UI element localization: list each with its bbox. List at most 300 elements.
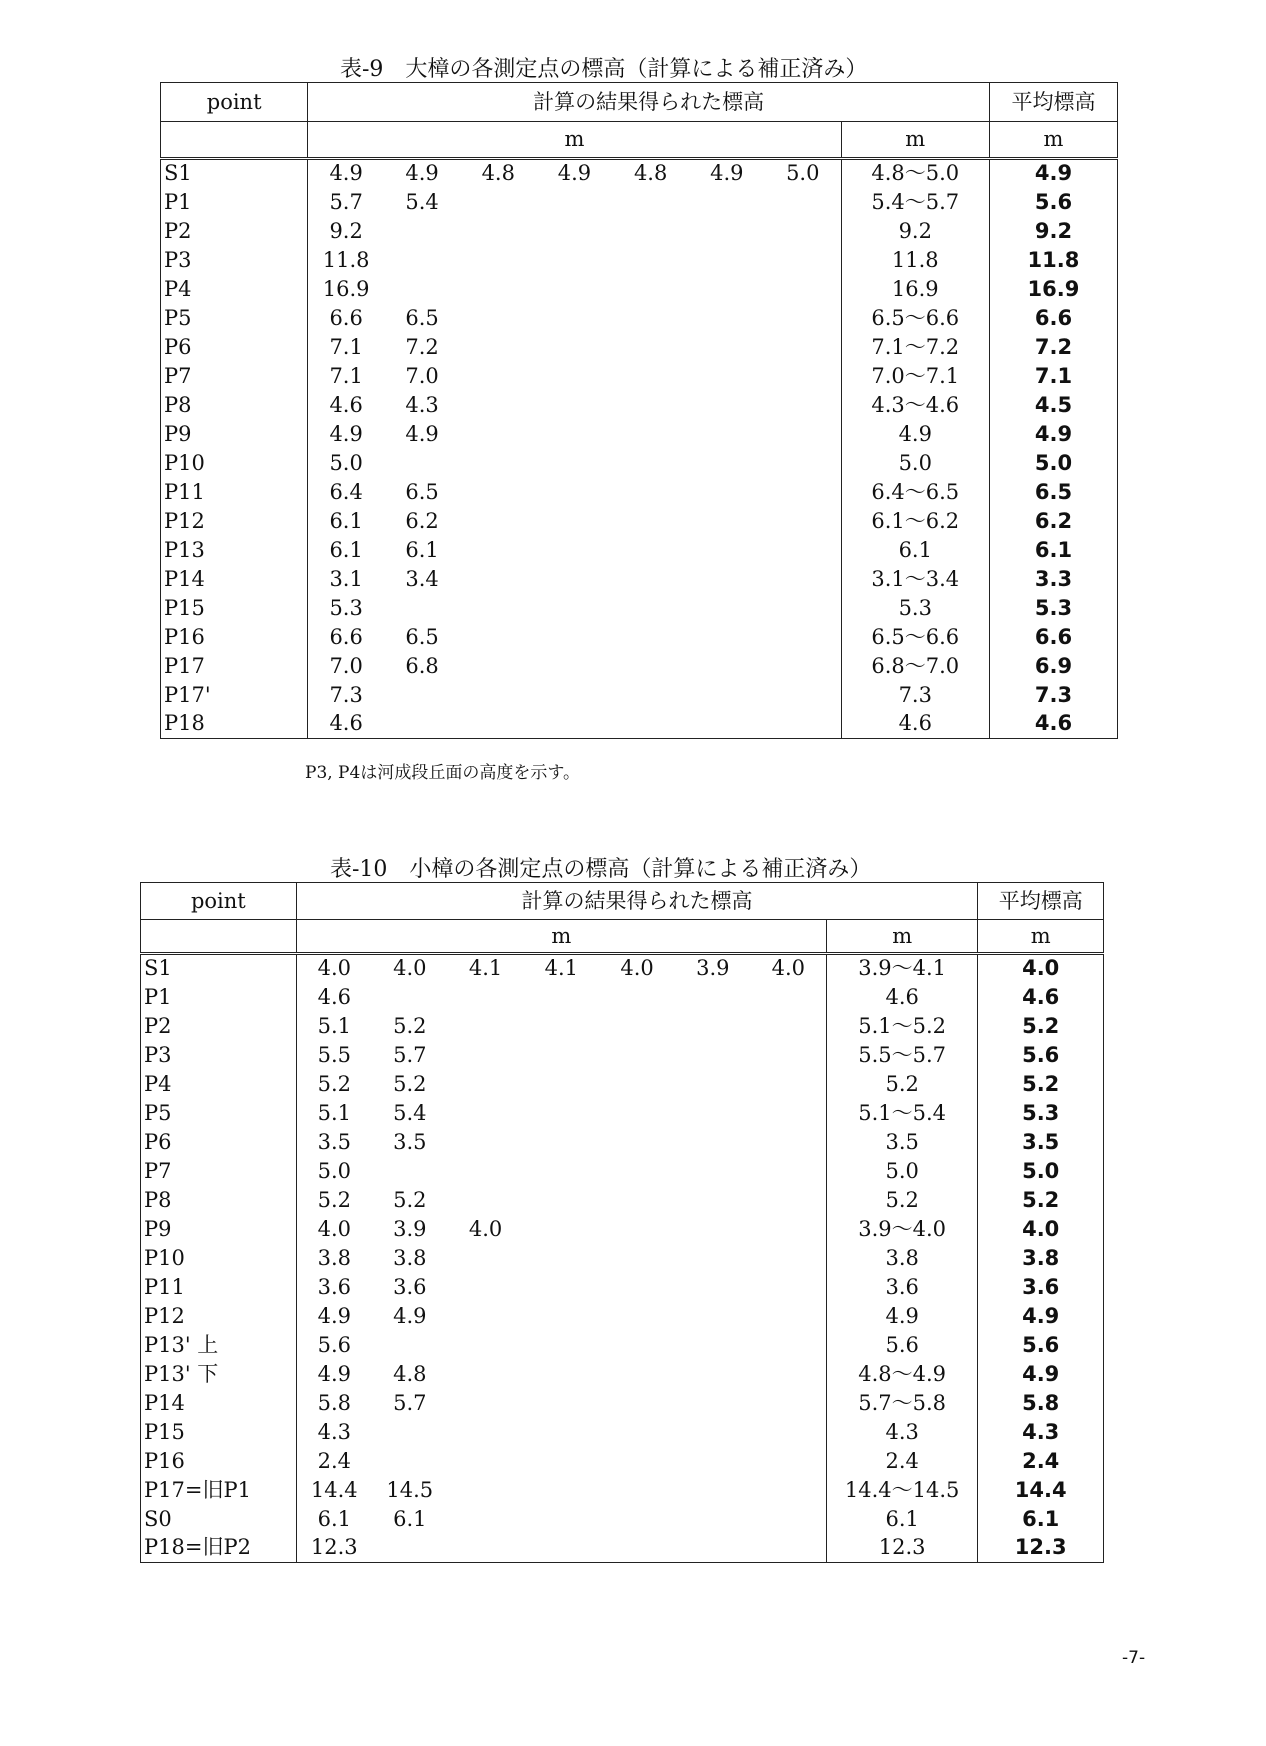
average-elevation: 7.2 <box>989 333 1117 362</box>
measured-value <box>751 1070 827 1099</box>
value-range: 7.0～7.1 <box>841 362 989 391</box>
measured-value <box>536 652 612 681</box>
average-elevation: 4.5 <box>989 391 1117 420</box>
measured-value: 5.2 <box>393 1013 427 1038</box>
measured-value <box>751 1244 827 1273</box>
measured-value <box>751 1273 827 1302</box>
measured-value <box>460 536 536 565</box>
measured-value: 6.5 <box>405 624 439 649</box>
point-name: P4 <box>161 275 308 304</box>
table-row <box>141 1476 1104 1505</box>
measured-value <box>765 623 841 652</box>
value-range: 4.8～5.0 <box>841 159 989 188</box>
measured-value: 4.9 <box>689 159 765 188</box>
measured-value <box>599 1128 675 1157</box>
table-row <box>161 420 1118 449</box>
unit-range: m <box>841 122 989 159</box>
measured-value <box>613 594 689 623</box>
average-elevation: 2.4 <box>978 1447 1104 1476</box>
measured-value: 6.1 <box>308 507 384 536</box>
measured-value: 3.9 <box>393 1216 427 1241</box>
table-row <box>161 681 1118 710</box>
measured-value <box>689 536 765 565</box>
measured-value: 4.0 <box>372 954 448 983</box>
table10-caption: 表-10 小樟の各測定点の標高（計算による補正済み） <box>330 857 872 882</box>
measured-value <box>599 1041 675 1070</box>
point-name: P6 <box>161 333 308 362</box>
measured-value: 6.4 <box>308 478 384 507</box>
measured-value <box>384 681 460 710</box>
value-range: 6.8～7.0 <box>841 652 989 681</box>
measured-value: 5.0 <box>765 159 841 188</box>
point-name: S0 <box>141 1505 297 1534</box>
value-range: 5.6 <box>826 1331 978 1360</box>
measured-value: 3.5 <box>393 1129 427 1154</box>
value-range: 6.1 <box>826 1505 978 1534</box>
measured-value: 5.0 <box>308 449 384 478</box>
point-name: P10 <box>141 1244 297 1273</box>
measured-value <box>536 362 612 391</box>
measured-value <box>523 1505 599 1534</box>
table-row <box>161 362 1118 391</box>
average-elevation: 5.6 <box>989 188 1117 217</box>
average-elevation: 3.5 <box>978 1128 1104 1157</box>
measured-value <box>536 710 612 739</box>
point-name: P10 <box>161 449 308 478</box>
measured-value <box>536 275 612 304</box>
point-name: P16 <box>141 1447 297 1476</box>
table-row <box>161 710 1118 739</box>
value-range: 6.5～6.6 <box>841 304 989 333</box>
point-name: P13 <box>161 536 308 565</box>
average-elevation: 6.6 <box>989 623 1117 652</box>
measured-value <box>523 1302 599 1331</box>
point-name: S1 <box>161 159 308 188</box>
measured-value <box>448 1244 524 1273</box>
measured-value <box>751 1186 827 1215</box>
measured-value: 5.0 <box>296 1157 372 1186</box>
measured-value <box>536 623 612 652</box>
measured-value <box>372 1157 448 1186</box>
measured-value <box>675 1389 751 1418</box>
measured-value <box>536 420 612 449</box>
measured-value <box>765 188 841 217</box>
measured-value <box>675 1302 751 1331</box>
measured-value: 4.9 <box>536 159 612 188</box>
measured-value <box>675 1418 751 1447</box>
measured-value <box>460 449 536 478</box>
measured-value <box>448 1128 524 1157</box>
average-elevation: 11.8 <box>989 246 1117 275</box>
measured-value: 4.0 <box>296 954 372 983</box>
value-range: 6.1 <box>841 536 989 565</box>
average-elevation: 5.3 <box>978 1099 1104 1128</box>
measured-value: 6.2 <box>405 508 439 533</box>
table-row <box>141 1186 1104 1215</box>
measured-value <box>599 1505 675 1534</box>
measured-value <box>613 188 689 217</box>
header-average-elevation: 平均標高 <box>978 883 1104 920</box>
measured-value: 6.1 <box>308 536 384 565</box>
unit-average: m <box>978 920 1104 954</box>
measured-value: 3.1 <box>308 565 384 594</box>
measured-value <box>675 1186 751 1215</box>
average-elevation: 9.2 <box>989 217 1117 246</box>
table-row <box>161 217 1118 246</box>
measured-value: 4.0 <box>599 954 675 983</box>
average-elevation: 5.2 <box>978 1070 1104 1099</box>
point-name: P5 <box>161 304 308 333</box>
average-elevation: 14.4 <box>978 1476 1104 1505</box>
measured-value <box>689 304 765 333</box>
measured-value <box>689 188 765 217</box>
measured-value: 5.6 <box>296 1331 372 1360</box>
value-range: 7.1～7.2 <box>841 333 989 362</box>
measured-value <box>536 391 612 420</box>
measured-value <box>751 1534 827 1563</box>
measured-value <box>675 1099 751 1128</box>
average-elevation: 4.0 <box>978 954 1104 983</box>
measured-value <box>613 362 689 391</box>
measured-value <box>523 1128 599 1157</box>
measured-value <box>372 983 448 1012</box>
measured-value <box>751 1302 827 1331</box>
point-name: P12 <box>141 1302 297 1331</box>
value-range: 14.4～14.5 <box>826 1476 978 1505</box>
measured-value: 3.4 <box>405 566 439 591</box>
average-elevation: 6.1 <box>989 536 1117 565</box>
average-elevation: 6.1 <box>978 1505 1104 1534</box>
measured-value <box>536 246 612 275</box>
measured-value: 14.5 <box>386 1477 434 1502</box>
measured-value: 4.9 <box>393 1303 427 1328</box>
measured-value: 4.9 <box>405 421 439 446</box>
measured-value <box>689 652 765 681</box>
average-elevation: 5.6 <box>978 1041 1104 1070</box>
measured-value: 4.6 <box>308 710 384 739</box>
table9-caption: 表-9 大樟の各測定点の標高（計算による補正済み） <box>340 57 868 82</box>
value-range: 5.0 <box>826 1157 978 1186</box>
table-row <box>141 1244 1104 1273</box>
measured-value: 5.2 <box>296 1186 372 1215</box>
measured-value <box>613 449 689 478</box>
measured-value: 6.1 <box>393 1506 427 1531</box>
table-row <box>161 333 1118 362</box>
measured-value <box>460 333 536 362</box>
measured-value <box>460 652 536 681</box>
value-range: 4.8～4.9 <box>826 1360 978 1389</box>
average-elevation: 4.9 <box>978 1360 1104 1389</box>
measured-value <box>765 333 841 362</box>
measured-value <box>599 1476 675 1505</box>
point-name: P9 <box>141 1215 297 1244</box>
table-row <box>141 1360 1104 1389</box>
measured-value <box>751 1360 827 1389</box>
value-range: 5.2 <box>826 1070 978 1099</box>
point-name: P13' 上 <box>141 1331 297 1360</box>
measured-value <box>523 1157 599 1186</box>
measured-value <box>613 565 689 594</box>
measured-value <box>460 275 536 304</box>
table-row <box>161 159 1118 188</box>
measured-value <box>460 681 536 710</box>
measured-value: 5.4 <box>405 189 439 214</box>
measured-value <box>675 1244 751 1273</box>
measured-value <box>448 1389 524 1418</box>
value-range: 4.3 <box>826 1418 978 1447</box>
unit-range: m <box>826 920 978 954</box>
measured-value <box>765 478 841 507</box>
measured-value <box>765 420 841 449</box>
measured-value: 7.1 <box>308 333 384 362</box>
value-range: 3.8 <box>826 1244 978 1273</box>
measured-value <box>460 565 536 594</box>
measured-value: 6.8 <box>405 653 439 678</box>
measured-value <box>372 1418 448 1447</box>
measured-value <box>751 1476 827 1505</box>
table-row <box>141 1389 1104 1418</box>
point-name: P6 <box>141 1128 297 1157</box>
point-name: P18=旧P2 <box>141 1534 297 1563</box>
measured-value <box>599 983 675 1012</box>
table-row <box>161 623 1118 652</box>
average-elevation: 4.0 <box>978 1215 1104 1244</box>
table-row <box>161 478 1118 507</box>
measured-value <box>675 1331 751 1360</box>
measured-value: 5.2 <box>393 1187 427 1212</box>
measured-value <box>765 304 841 333</box>
measured-value: 5.2 <box>296 1070 372 1099</box>
measured-value: 4.8 <box>393 1361 427 1386</box>
value-range: 9.2 <box>841 217 989 246</box>
table-row <box>141 1215 1104 1244</box>
point-name: P11 <box>161 478 308 507</box>
measured-value <box>765 362 841 391</box>
point-name: P12 <box>161 507 308 536</box>
measured-value <box>613 217 689 246</box>
value-range: 5.7～5.8 <box>826 1389 978 1418</box>
point-name: P2 <box>141 1012 297 1041</box>
measured-value <box>536 333 612 362</box>
value-range: 6.1～6.2 <box>841 507 989 536</box>
measured-value <box>675 1157 751 1186</box>
table-row <box>141 1505 1104 1534</box>
measured-value: 3.8 <box>296 1244 372 1273</box>
point-name: S1 <box>141 954 297 983</box>
table-row <box>141 1302 1104 1331</box>
average-elevation: 5.0 <box>989 449 1117 478</box>
measured-value <box>448 1505 524 1534</box>
point-name: P3 <box>141 1041 297 1070</box>
measured-value <box>523 983 599 1012</box>
table-row <box>141 1418 1104 1447</box>
measured-value <box>765 246 841 275</box>
measured-value <box>599 1012 675 1041</box>
average-elevation: 6.9 <box>989 652 1117 681</box>
measured-value: 4.8 <box>613 159 689 188</box>
measured-value <box>751 1389 827 1418</box>
measured-value <box>675 1128 751 1157</box>
measured-value <box>536 304 612 333</box>
table-row <box>161 536 1118 565</box>
point-name: P15 <box>161 594 308 623</box>
measured-value <box>689 623 765 652</box>
measured-value <box>689 681 765 710</box>
measured-value: 16.9 <box>308 275 384 304</box>
measured-value <box>689 507 765 536</box>
average-elevation: 4.9 <box>989 420 1117 449</box>
measured-value <box>613 652 689 681</box>
measured-value <box>536 681 612 710</box>
average-elevation: 5.8 <box>978 1389 1104 1418</box>
measured-value: 6.5 <box>405 305 439 330</box>
measured-value <box>689 333 765 362</box>
value-range: 5.1～5.2 <box>826 1012 978 1041</box>
measured-value <box>613 478 689 507</box>
point-name: P8 <box>141 1186 297 1215</box>
measured-value <box>460 246 536 275</box>
header-calculated-elevation: 計算の結果得られた標高 <box>296 883 978 920</box>
measured-value <box>523 1360 599 1389</box>
table-row <box>161 391 1118 420</box>
measured-value <box>675 1447 751 1476</box>
average-elevation: 3.8 <box>978 1244 1104 1273</box>
value-range: 3.5 <box>826 1128 978 1157</box>
measured-value <box>689 246 765 275</box>
measured-value: 4.1 <box>523 954 599 983</box>
value-range: 7.3 <box>841 681 989 710</box>
table-row <box>161 652 1118 681</box>
measured-value <box>689 449 765 478</box>
unit-values: m <box>296 920 826 954</box>
unit-average: m <box>989 122 1117 159</box>
point-name: P11 <box>141 1273 297 1302</box>
table-row <box>141 1012 1104 1041</box>
measured-value <box>613 710 689 739</box>
measured-value <box>372 1534 448 1563</box>
measured-value <box>751 1041 827 1070</box>
measured-value: 7.0 <box>308 652 384 681</box>
measured-value <box>613 304 689 333</box>
measured-value: 4.6 <box>296 983 372 1012</box>
measured-value: 5.5 <box>296 1041 372 1070</box>
table-row <box>141 954 1104 983</box>
point-name: P8 <box>161 391 308 420</box>
value-range: 6.4～6.5 <box>841 478 989 507</box>
measured-value <box>460 362 536 391</box>
measured-value <box>675 1476 751 1505</box>
measured-value <box>599 1273 675 1302</box>
average-elevation: 6.2 <box>989 507 1117 536</box>
measured-value: 3.5 <box>296 1128 372 1157</box>
header-point: point <box>161 83 308 122</box>
value-range: 3.9～4.0 <box>826 1215 978 1244</box>
average-elevation: 5.2 <box>978 1012 1104 1041</box>
measured-value <box>448 1041 524 1070</box>
measured-value: 4.9 <box>296 1302 372 1331</box>
value-range: 3.9～4.1 <box>826 954 978 983</box>
measured-value: 9.2 <box>308 217 384 246</box>
average-elevation: 5.6 <box>978 1331 1104 1360</box>
measured-value <box>372 1331 448 1360</box>
measured-value <box>448 1186 524 1215</box>
measured-value <box>460 391 536 420</box>
measured-value <box>536 536 612 565</box>
measured-value: 5.3 <box>308 594 384 623</box>
measured-value <box>599 1302 675 1331</box>
measured-value <box>675 1070 751 1099</box>
header-calculated-elevation: 計算の結果得られた標高 <box>308 83 990 122</box>
measured-value: 3.8 <box>393 1245 427 1270</box>
table-row <box>161 246 1118 275</box>
measured-value <box>675 1534 751 1563</box>
measured-value: 7.2 <box>405 334 439 359</box>
measured-value <box>675 1273 751 1302</box>
measured-value <box>460 217 536 246</box>
measured-value <box>765 275 841 304</box>
measured-value <box>536 507 612 536</box>
measured-value <box>689 710 765 739</box>
measured-value <box>765 710 841 739</box>
average-elevation: 7.1 <box>989 362 1117 391</box>
measured-value <box>613 536 689 565</box>
average-elevation: 6.5 <box>989 478 1117 507</box>
measured-value <box>523 1012 599 1041</box>
unit-values: m <box>308 122 841 159</box>
table-row <box>161 304 1118 333</box>
measured-value <box>460 420 536 449</box>
measured-value <box>689 362 765 391</box>
measured-value <box>765 391 841 420</box>
measured-value <box>448 1099 524 1128</box>
measured-value <box>689 275 765 304</box>
measured-value: 5.2 <box>393 1071 427 1096</box>
measured-value <box>599 1389 675 1418</box>
measured-value: 3.6 <box>296 1273 372 1302</box>
measured-value <box>751 1012 827 1041</box>
point-name: P17=旧P1 <box>141 1476 297 1505</box>
average-elevation: 5.0 <box>978 1157 1104 1186</box>
measured-value <box>448 1012 524 1041</box>
value-range: 3.6 <box>826 1273 978 1302</box>
header-point: point <box>141 883 297 920</box>
measured-value <box>751 1418 827 1447</box>
measured-value <box>765 449 841 478</box>
measured-value <box>460 507 536 536</box>
table-row <box>141 1331 1104 1360</box>
measured-value: 6.6 <box>308 304 384 333</box>
measured-value <box>448 1331 524 1360</box>
measured-value: 6.1 <box>296 1505 372 1534</box>
measured-value: 14.4 <box>296 1476 372 1505</box>
measured-value <box>384 275 460 304</box>
measured-value <box>599 1360 675 1389</box>
table-row <box>141 983 1104 1012</box>
measured-value <box>675 983 751 1012</box>
measured-value <box>536 565 612 594</box>
point-name: P14 <box>161 565 308 594</box>
measured-value <box>675 1012 751 1041</box>
table-row <box>141 1447 1104 1476</box>
measured-value: 5.4 <box>393 1100 427 1125</box>
measured-value: 5.1 <box>296 1012 372 1041</box>
measured-value <box>751 1447 827 1476</box>
measured-value <box>599 1215 675 1244</box>
measured-value <box>613 507 689 536</box>
header-average-elevation: 平均標高 <box>989 83 1117 122</box>
measured-value <box>689 478 765 507</box>
measured-value <box>751 1331 827 1360</box>
